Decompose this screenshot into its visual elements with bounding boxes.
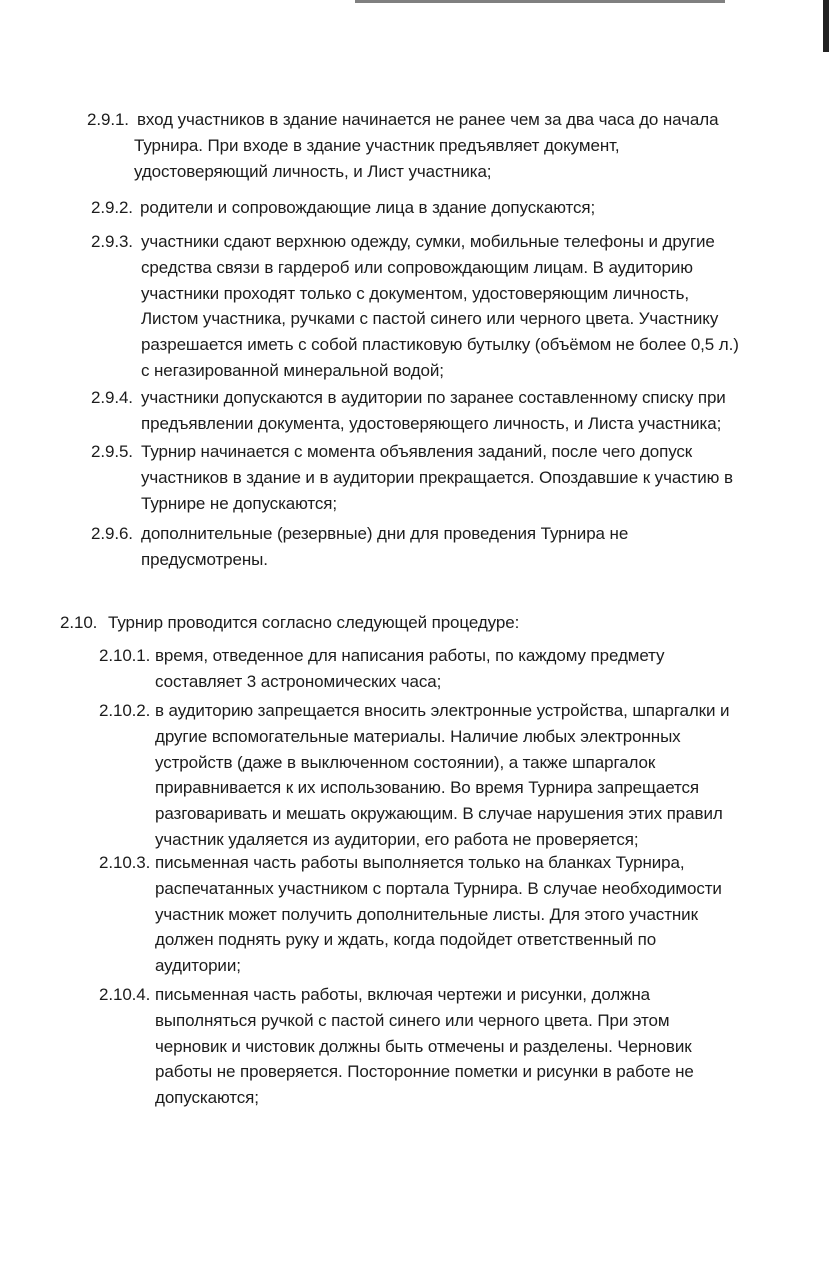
clause-line: письменная часть работы, включая чертежи и рисунки, должна <box>155 985 651 1004</box>
clause-line: Турнира. При входе в здание участник предъявляет документ, <box>134 135 620 155</box>
clause-line: Турнир начинается с момента объявления заданий, после чего допуск <box>141 442 693 461</box>
clause-2-9-4 <box>91 385 791 437</box>
clause-line: участник удаляется из аудитории, его работа не проверяется; <box>155 829 639 849</box>
clause-text <box>140 195 791 221</box>
clause-line: родители и сопровождающие лица в здание допускаются; <box>140 198 596 217</box>
clause-2-9-2 <box>91 195 791 221</box>
clause-line: другие вспомогательные материалы. Наличие любых электронных <box>155 726 681 746</box>
clause-2-10-3 <box>99 850 799 979</box>
clause-2-10 <box>60 610 800 636</box>
clause-number: 2.10.4. <box>99 985 151 1004</box>
clause-line: устройств (даже в выключенном состоянии), а также шпаргалок <box>155 752 656 772</box>
clause-2-9-3 <box>91 229 791 384</box>
clause-number: 2.10.1. <box>99 646 151 665</box>
clause-line: черновик и чистовик должны быть отмечены и разделены. Черновик <box>155 1036 692 1056</box>
clause-line: участники проходят только с документом, удостоверяющим личность, <box>141 283 689 303</box>
clause-2-9-5 <box>91 439 791 516</box>
clause-line: участники допускаются в аудитории по заранее составленному списку при <box>141 388 726 407</box>
clause-line: разговаривать и мешать окружающим. В случае нарушения этих правил <box>155 804 723 824</box>
clause-2-9-6 <box>91 521 791 573</box>
clause-line: участников в здание и в аудитории прекращается. Опоздавшие к участию в <box>141 467 733 487</box>
clause-text <box>141 229 791 384</box>
clause-text <box>108 610 800 636</box>
clause-line: разрешается иметь с собой пластиковую бутылку (объёмом не более 0,5 л.) <box>141 335 739 355</box>
clause-number: 2.9.6. <box>91 524 133 543</box>
clause-number: 2.10.2. <box>99 701 151 720</box>
clause-line: письменная часть работы выполняется только на бланках Турнира, <box>155 853 685 872</box>
clause-line: должен поднять руку и ждать, когда подойдет ответственный по <box>155 930 657 950</box>
clause-text <box>141 385 791 437</box>
clause-line: составляет 3 астрономических часа; <box>155 671 442 691</box>
clause-text <box>155 850 799 979</box>
clause-2-10-2 <box>99 698 799 853</box>
clause-line: участники сдают верхнюю одежду, сумки, мобильные телефоны и другие <box>141 232 715 251</box>
clause-line: выполняться ручкой с пастой синего или черного цвета. При этом <box>155 1010 670 1030</box>
clause-line: предусмотрены. <box>141 549 268 569</box>
clause-text <box>134 107 787 184</box>
clause-text <box>141 439 791 516</box>
clause-2-10-4 <box>99 982 799 1111</box>
clause-line: удостоверяющий личность, и Лист участника; <box>134 161 492 181</box>
clause-line: с негазированной минеральной водой; <box>141 360 444 380</box>
clause-number: 2.10.3. <box>99 853 151 872</box>
clause-line: в аудиторию запрещается вносить электронные устройства, шпаргалки и <box>155 701 730 720</box>
clause-number: 2.9.3. <box>91 232 133 251</box>
clause-text <box>155 643 799 695</box>
clause-text <box>141 521 791 573</box>
clause-line: время, отведенное для написания работы, по каждому предмету <box>155 646 665 665</box>
clause-line: предъявлении документа, удостоверяющего личность, и Листа участника; <box>141 413 722 433</box>
clause-line: Турнире не допускаются; <box>141 493 338 513</box>
clause-line: вход участников в здание начинается не ранее чем за два часа до начала <box>137 110 719 129</box>
clause-line: работы не проверяется. Посторонние пометки и рисунки в работе не <box>155 1062 694 1082</box>
clause-2-9-1 <box>87 107 787 184</box>
scan-edge-right <box>823 0 829 52</box>
clause-2-10-1 <box>99 643 799 695</box>
clause-number: 2.9.2. <box>91 198 133 217</box>
clause-line: участник может получить дополнительные листы. Для этого участник <box>155 904 698 924</box>
clause-line: аудитории; <box>155 956 241 976</box>
clause-line: Турнир проводится согласно следующей процедуре: <box>108 613 520 632</box>
clause-text <box>155 698 799 853</box>
clause-text <box>155 982 799 1111</box>
clause-number: 2.9.5. <box>91 442 133 461</box>
clause-line: допускаются; <box>155 1088 259 1108</box>
clause-line: приравнивается к их использованию. Во время Турнира запрещается <box>155 778 700 798</box>
clause-line: распечатанных участником с портала Турнира. В случае необходимости <box>155 878 722 898</box>
clause-number: 2.10. <box>60 613 98 632</box>
clause-line: средства связи в гардероб или сопровождающим лицам. В аудиторию <box>141 257 693 277</box>
clause-line: Листом участника, ручками с пастой синего или черного цвета. Участнику <box>141 309 719 329</box>
clause-line: дополнительные (резервные) дни для проведения Турнира не <box>141 524 629 543</box>
clause-number: 2.9.1. <box>87 110 129 129</box>
scan-edge-top <box>355 0 725 3</box>
clause-number: 2.9.4. <box>91 388 133 407</box>
